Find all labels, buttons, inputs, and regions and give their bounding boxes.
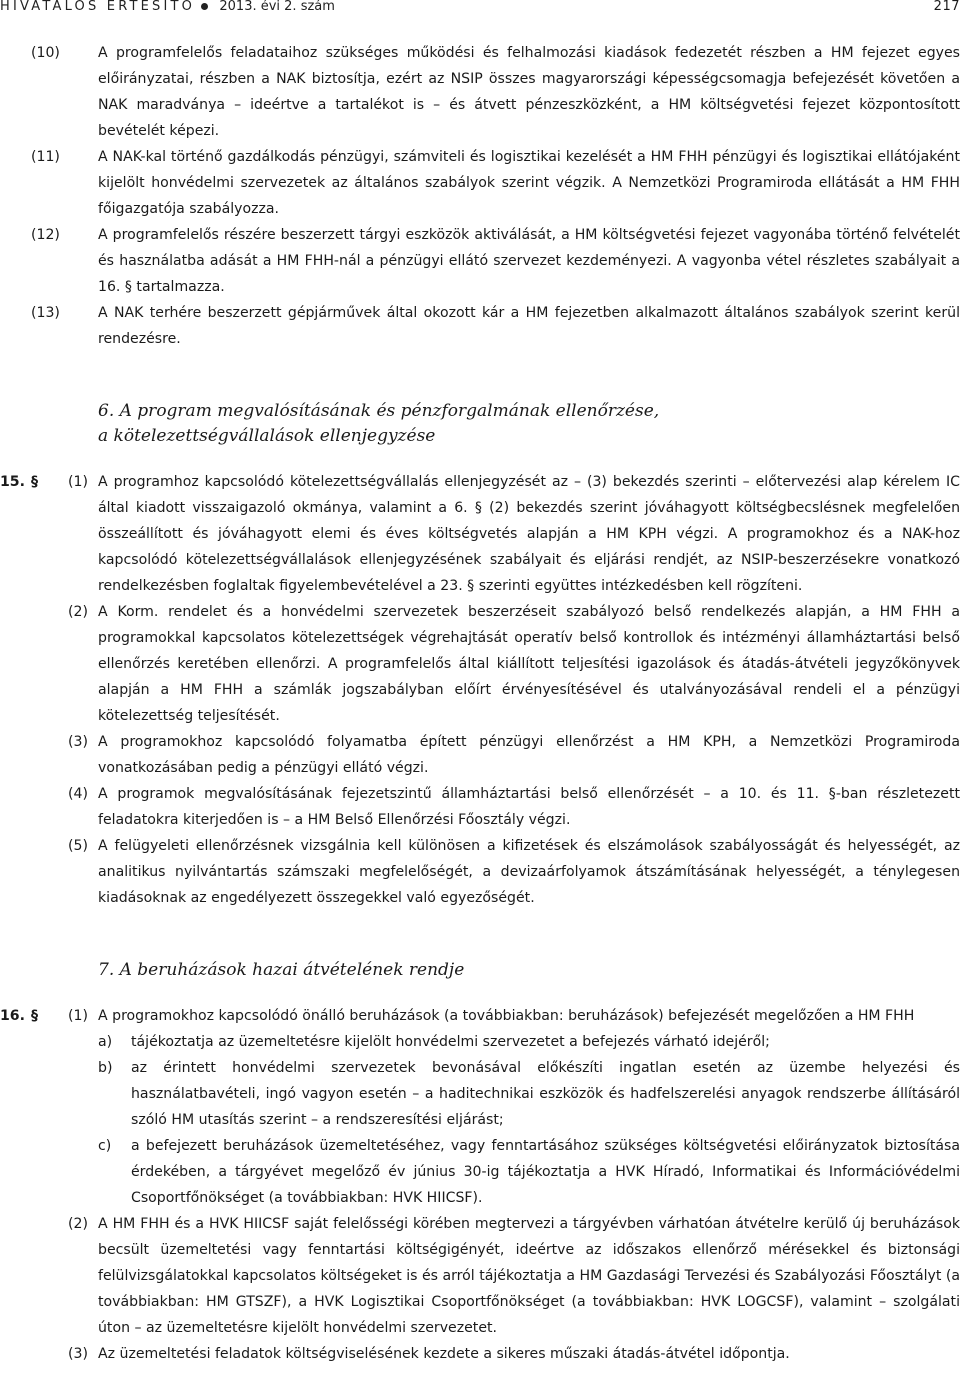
section-15 (0, 469, 960, 911)
paragraph-text: A NAK-kal történő gazdálkodás pénzügyi, számviteli és logisztikai kezelését a HM FHH pénzügyi és logisztikai ellátójaként kijelölt honvédelmi szervezetek az általános szabályok szerint végzik. A Nemzetközi Programiroda ellátását a HM FHH főigazgatója szabályozza. (98, 149, 960, 217)
list-item (0, 1029, 960, 1055)
running-header (0, 0, 960, 14)
paragraph (0, 1211, 960, 1341)
list-item (0, 1055, 960, 1133)
paragraph-text: A Korm. rendelet és a honvédelmi szervezetek beszerzéseit szabályozó belső rendelkezés alapján, a HM FHH a programokkal kapcsolatos kötelezettségek végrehajtását operatív belső kontrollok és intézményi államháztartási belső ellenőrzés keretében ellenőrzi. A programfelelős által kiállított teljesítési igazolások és átadás-átvételi jegyzőkönyvek alapján a HM FHH a számlák jogszabályban előírt érvényesítésével és utalványozásával rendeli el a pénzügyi kötelezettség teljesítését. (98, 604, 960, 724)
paragraph (0, 599, 960, 729)
list-item-text: a befejezett beruházások üzemeltetéséhez, vagy fenntartásához szükséges költségvetési előirányzatok biztosítása érdekében, a tárgyévet megelőző év június 30-ig tájékoztatja a HVK Híradó, Informatikai és Információvédelmi Csoportfőnökséget (a továbbiakban: HVK HIICSF). (131, 1138, 960, 1206)
bullet-separator (201, 3, 208, 10)
paragraph-number: (11) (31, 149, 60, 165)
paragraph-text: A NAK terhére beszerzett gépjárművek által okozott kár a HM fejezetben alkalmazott általános szabályok szerint kerül rendezésre. (98, 305, 960, 347)
chapter-heading-7 (0, 958, 960, 983)
paragraph-text: A programok megvalósításának fejezetszintű államháztartási belső ellenőrzését – a 10. és 11. §-ban részletezett feladatokra kiterjedően is – a HM Belső Ellenőrzési Főosztály végzi. (98, 786, 960, 828)
paragraph-text: A programfelelős részére beszerzett tárgyi eszközök aktiválását, a HM költségvetési fejezet vagyonába történő felvételét és használatba adását a HM FHH-nál a pénzügyi ellátó szervezet kezdeményezi. A vagyonba vétel részletes szabályait a 16. § tartalmazza. (98, 227, 960, 295)
paragraph-number: (3) (68, 1346, 88, 1362)
list-item-text: az érintett honvédelmi szervezetek bevonásával előkészíti ingatlan esetén az üzembe helyezési és használatbavételi, ingó vagyon esetén – a haditechnikai eszközök és hadfelszerelési anyagok rendszerbe állításáról szóló HM utasítás szerint – a rendszeresítési eljárást; (131, 1060, 960, 1128)
paragraph-number: (3) (68, 734, 88, 750)
paragraph (0, 40, 960, 144)
paragraph (0, 833, 960, 911)
paragraph-text: Az üzemeltetési feladatok költségviselésének kezdete a sikeres műszaki átadás-átvétel időpontja. (98, 1346, 790, 1362)
section-sign: § (31, 1008, 39, 1024)
document-body (0, 40, 960, 1367)
paragraph-number: (13) (31, 305, 60, 321)
list-item-text: tájékoztatja az üzemeltetésre kijelölt honvédelmi szervezetet a befejezés várható idejéről; (131, 1034, 770, 1050)
paragraph-text: A felügyeleti ellenőrzésnek vizsgálnia kell különösen a kifizetések és elszámolások szabályosságát és helyességét, az analitikus nyilvántartás számszaki megfelelőségét, a devizaárfolyamok átszámításának helyességét, a ténylegesen kiadásoknak az engedélyezett összegekkel való egyezőségét. (98, 838, 960, 906)
list-item-label: b) (98, 1060, 113, 1076)
section-number: 16. (0, 1008, 25, 1024)
paragraph (0, 781, 960, 833)
list-item (0, 1133, 960, 1211)
paragraph-number: (10) (31, 45, 60, 61)
paragraph-number: (2) (68, 604, 88, 620)
paragraph-number: (1) (68, 474, 88, 490)
heading-line: 6. A program megvalósításának és pénzforgalmának ellenőrzése, (98, 401, 660, 421)
paragraph-text: A HM FHH és a HVK HIICSF saját felelősségi körében megtervezi a tárgyévben várhatóan átvételre kerülő új beruházások becsült üzemeltetési vagy fenntartási költségigényét, ideértve az időszakos ellenőrző mérésekkel és biztonsági felülvizsgálatokkal kapcsolatos költségeket is és arról tájékoztatja a HM Gazdasági Tervezési és Szabályozási Főosztályt (a továbbiakban: HM GTSZF), a HVK Logisztikai Csoportfőnökséget (a továbbiakban: HVK LOGCSF), valamint – szolgálati úton – az üzemeltetésre kijelölt honvédelmi szervezetet. (98, 1216, 960, 1336)
paragraph-number: (1) (68, 1008, 88, 1024)
paragraph (0, 300, 960, 352)
heading-line: 7. A beruházások hazai átvételének rendje (98, 960, 465, 980)
paragraph (0, 144, 960, 222)
paragraph (0, 1341, 960, 1367)
paragraph (0, 1003, 960, 1029)
list-item-label: c) (98, 1138, 112, 1154)
paragraph (0, 729, 960, 781)
heading-line: a kötelezettségvállalások ellenjegyzése (98, 426, 436, 446)
paragraph (0, 222, 960, 300)
paragraph-number: (4) (68, 786, 88, 802)
section-number: 15. (0, 474, 25, 490)
section-16 (0, 1003, 960, 1367)
issue-label: 2013. évi 2. szám (219, 0, 335, 14)
list-item-label: a) (98, 1034, 113, 1050)
page-number: 217 (933, 0, 960, 14)
publication-title: HIVATALOS ÉRTESÍTŐ (0, 0, 196, 14)
paragraph-number: (2) (68, 1216, 88, 1232)
header-left (0, 0, 335, 14)
paragraph (0, 469, 960, 599)
paragraph-text: A programfelelős feladataihoz szükséges működési és felhalmozási kiadások fedezetét részben a HM fejezet egyes előirányzatai, részben a NAK biztosítja, ezért az NSIP összes magyarországi képességcsomagja befejezését követően a NAK maradványa – ideértve a tartalékot is – és átvett pénzeszközként, a HM költségvetési fejezet központosított bevételét képezi. (98, 45, 960, 139)
paragraph-number: (12) (31, 227, 60, 243)
paragraph-text: A programokhoz kapcsolódó önálló beruházások (a továbbiakban: beruházások) befejezését megelőzően a HM FHH (98, 1008, 915, 1024)
section-sign: § (31, 474, 39, 490)
section-14-continuation (0, 40, 960, 352)
chapter-heading-6 (0, 399, 960, 449)
paragraph-number: (5) (68, 838, 88, 854)
paragraph-text: A programokhoz kapcsolódó folyamatba épített pénzügyi ellenőrzést a HM KPH, a Nemzetközi Programiroda vonatkozásában pedig a pénzügyi ellátó végzi. (98, 734, 960, 776)
paragraph-text: A programhoz kapcsolódó kötelezettségvállalás ellenjegyzését az – (3) bekezdés szerinti – előtervezési alap kérelem IC által kiadott visszaigazoló okmánya, valamint a 6. § (2) bekezdés szerint jóváhagyott költségbecslésnek megfelelően összeállított és jóváhagyott elemi és éves költségvetés alapján a HM KPH végzi. A programokhoz és a NAK-hoz kapcsolódó kötelezettségvállalások ellenjegyzésének szabályait és eljárási rendjét, az NSIP-beszerzésekre vonatkozó rendelkezésben foglaltak figyelembevételével a 23. § szerinti együttes intézkedésben kell rögzíteni. (98, 474, 960, 594)
